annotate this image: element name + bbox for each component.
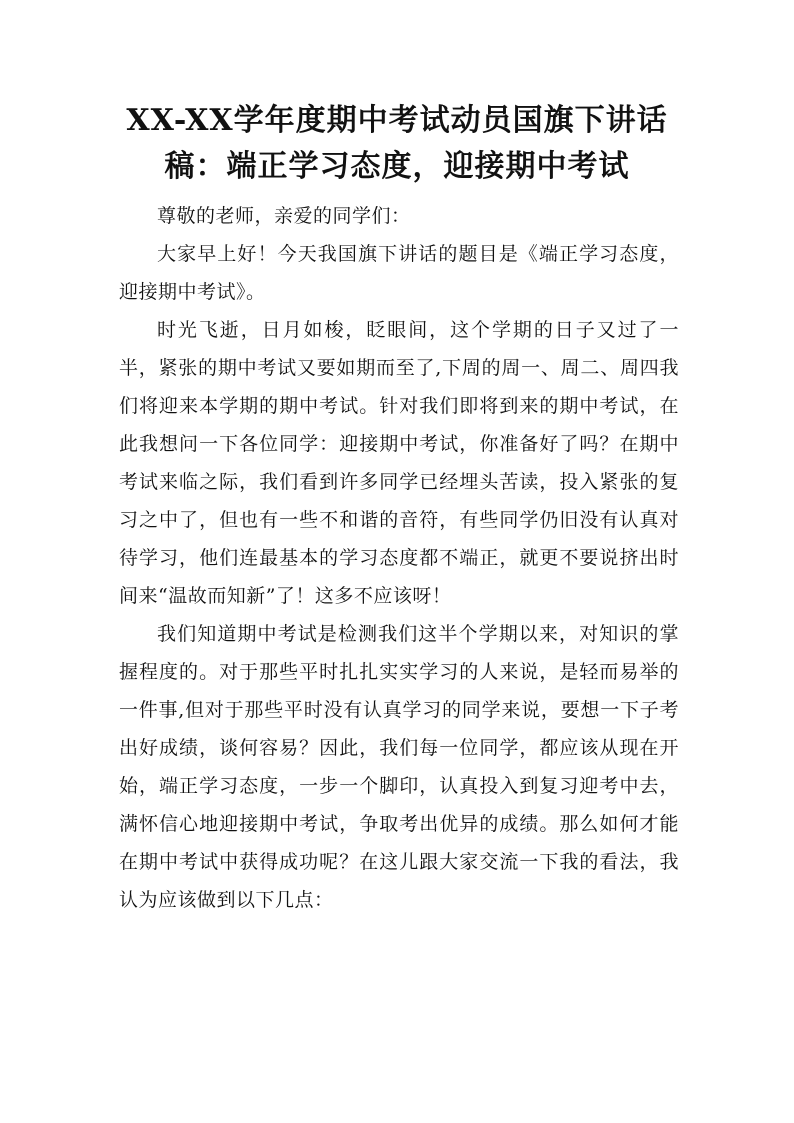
paragraph-purpose: 我们知道期中考试是检测我们这半个学期以来，对知识的掌握程度的。对于那些平时扎扎实实学习的人来说，是轻而易举的一件事,但对于那些平时没有认真学习的同学来说，要想一下子考出好成绩，谈何容易？因此，我们每一位同学，都应该从现在开始，端正学习态度，一步一个脚印，认真投入到复习迎考中去，满怀信心地迎接期中考试，争取考出优异的成绩。那么如何才能在期中考试中获得成功呢？在这儿跟大家交流一下我的看法，我认为应该做到以下几点： — [119, 623, 679, 911]
paragraph-intro: 大家早上好！今天我国旗下讲话的题目是《端正学习态度，迎接期中考试》。 — [119, 243, 679, 303]
document-body — [119, 197, 679, 919]
paragraph-greeting: 尊敬的老师，亲爱的同学们： — [157, 205, 411, 227]
document-title: XX-XX学年度期中考试动员国旗下讲话稿：端正学习态度，迎接期中考试 — [126, 103, 668, 184]
paragraph-time: 时光飞逝，日月如梭，眨眼间，这个学期的日子又过了一半，紧张的期中考试又要如期而至了,下周的周一、周二、周四我们将迎来本学期的期中考试。针对我们即将到来的期中考试，在此我想问一下各位同学：迎接期中考试，你准备好了吗？在期中考试来临之际，我们看到许多同学已经埋头苦读，投入紧张的复习之中了，但也有一些不和谐的音符，有些同学仍旧没有认真对待学习，他们连最基本的学习态度都不端正，就更不要说挤出时间来“温故而知新”了！这多不应该呀！ — [119, 319, 679, 607]
